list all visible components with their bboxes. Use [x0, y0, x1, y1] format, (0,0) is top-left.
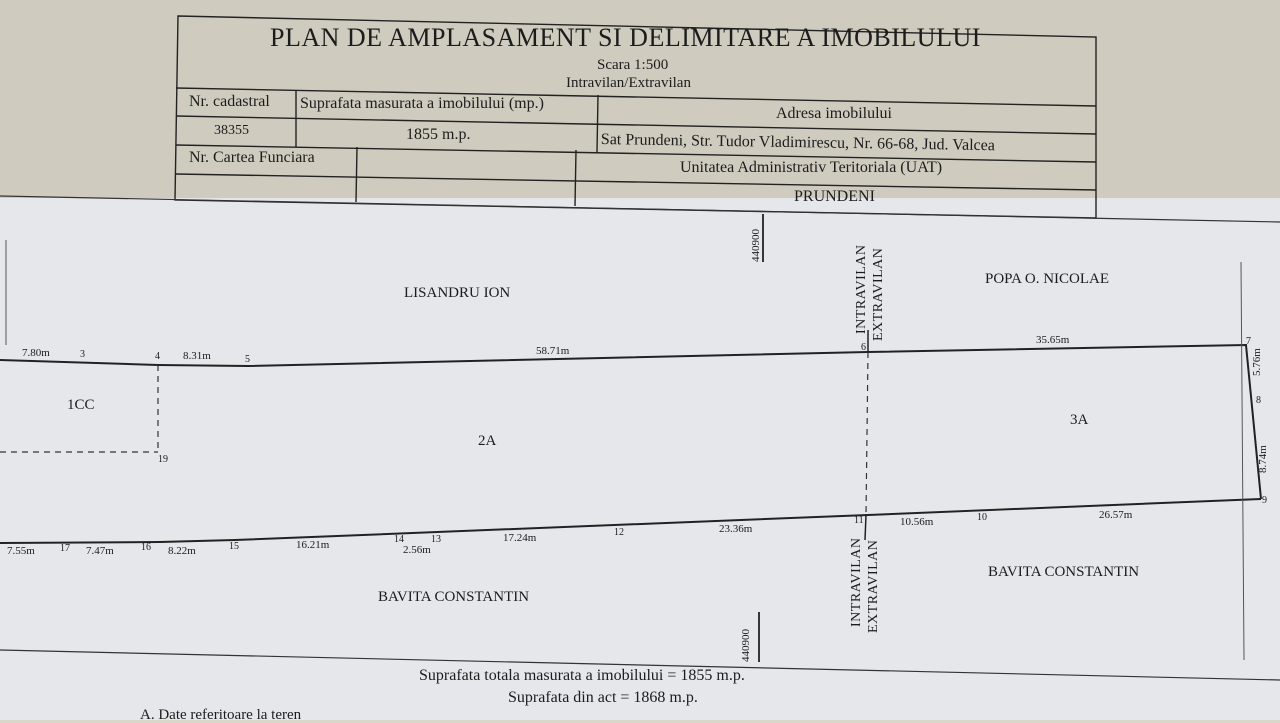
neighbor-south-right: BAVITA CONSTANTIN — [988, 564, 1140, 580]
suprafata-label: Suprafata masurata a imobilului (mp.) — [300, 95, 544, 112]
point-label: 4 — [155, 351, 160, 362]
plan-title: PLAN DE AMPLASAMENT SI DELIMITARE A IMOBILULUI — [270, 23, 981, 52]
uat-label: Unitatea Administrativ Teritoriala (UAT) — [680, 159, 943, 176]
measurement-label: 8.31m — [183, 350, 211, 362]
measurement-label: 5.76m — [1251, 348, 1263, 376]
point-label: 19 — [158, 454, 168, 465]
point-label: 14 — [394, 534, 404, 545]
measurement-label: 17.24m — [503, 532, 537, 544]
point-label: 10 — [977, 512, 987, 523]
point-label: 5 — [245, 354, 250, 365]
total-area-text: Suprafata totala masurata a imobilului = 1855 m.p. — [419, 667, 745, 684]
extravilan-label-top: EXTRAVILAN — [871, 247, 886, 341]
measurement-label: 8.22m — [168, 545, 196, 557]
point-label: 6 — [861, 342, 866, 353]
right-frame-line — [1241, 262, 1244, 660]
uat-value: PRUNDENI — [794, 188, 875, 205]
scale-label: Scara 1:500 — [597, 57, 669, 73]
point-label: 12 — [614, 527, 624, 538]
parcel-label-1cc: 1CC — [67, 397, 95, 413]
point-label: 7 — [1246, 336, 1251, 347]
sheet-edge — [0, 196, 1280, 222]
measurement-label: 58.71m — [536, 345, 570, 357]
measurement-label: 7.80m — [22, 347, 50, 359]
measurement-label: 16.21m — [296, 539, 330, 551]
measurement-label: 8.74m — [1257, 445, 1269, 473]
intravilan-label-top: INTRAVILAN — [854, 244, 869, 334]
neighbor-south-left: BAVITA CONSTANTIN — [378, 589, 530, 605]
point-label: 13 — [431, 534, 441, 545]
parcel-label-2a: 2A — [478, 433, 497, 449]
measurement-label: 2.56m — [403, 544, 431, 556]
coordinate-ticks — [759, 214, 763, 662]
cartea-funciara-label: Nr. Cartea Funciara — [189, 149, 315, 166]
measurement-label: 26.57m — [1099, 509, 1133, 521]
act-area-text: Suprafata din act = 1868 m.p. — [508, 689, 698, 706]
coord-label-bottom: 440900 — [740, 629, 752, 662]
adresa-label: Adresa imobilului — [776, 105, 892, 122]
parcel-boundary — [0, 342, 1261, 543]
point-label: 3 — [80, 349, 85, 360]
adresa-value: Sat Prundeni, Str. Tudor Vladimirescu, Nr. 66-68, Jud. Valcea — [600, 131, 996, 155]
zone-label: Intravilan/Extravilan — [566, 75, 691, 91]
point-label: 11 — [854, 515, 864, 526]
point-label: 9 — [1262, 495, 1267, 506]
measurement-label: 23.36m — [719, 523, 753, 535]
neighbor-north-right: POPA O. NICOLAE — [985, 271, 1110, 287]
point-label: 15 — [229, 541, 239, 552]
coord-label-top: 440900 — [750, 229, 762, 262]
parcel-label-3a: 3A — [1070, 412, 1089, 428]
point-label: 17 — [60, 543, 70, 554]
point-label: 8 — [1256, 395, 1261, 406]
measurement-label: 35.65m — [1036, 334, 1070, 346]
extravilan-label-bottom: EXTRAVILAN — [866, 539, 881, 633]
neighbor-north-left: LISANDRU ION — [404, 285, 511, 301]
section-a-heading: A. Date referitoare la teren — [140, 707, 302, 723]
measurement-label: 7.47m — [86, 545, 114, 557]
point-label: 16 — [141, 542, 151, 553]
nr-cadastral-value: 38355 — [214, 123, 249, 138]
measurement-label: 10.56m — [900, 516, 934, 528]
measurement-label: 7.55m — [7, 545, 35, 557]
suprafata-value: 1855 m.p. — [406, 126, 471, 143]
intravilan-label-bottom: INTRAVILAN — [849, 537, 864, 627]
nr-cadastral-label: Nr. cadastral — [189, 93, 270, 110]
